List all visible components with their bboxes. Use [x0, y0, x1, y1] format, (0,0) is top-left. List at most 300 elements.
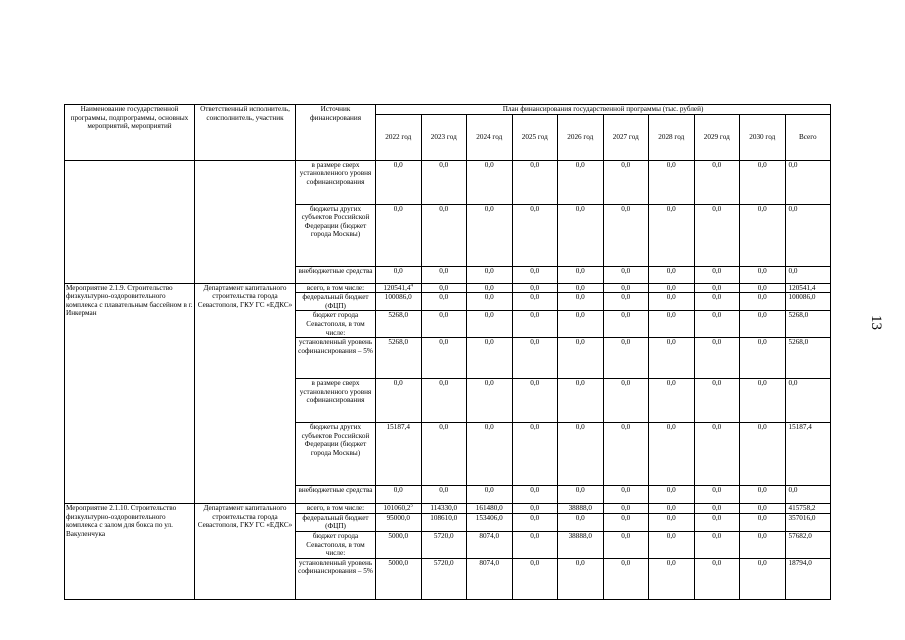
year-value-cell [649, 423, 695, 486]
year-value-cell [558, 558, 604, 599]
year-value-cell [694, 379, 740, 423]
year-value-cell [512, 266, 558, 283]
year-value-cell [740, 423, 786, 486]
value-text: 0,0 [788, 160, 798, 169]
value-text: 0,0 [712, 531, 722, 540]
value-text: 0,0 [484, 379, 494, 388]
year-value-cell [421, 423, 467, 486]
year-value-cell [421, 486, 467, 504]
year-value-cell [694, 531, 740, 558]
value-text: 0,0 [666, 160, 676, 169]
value-text: 0,0 [575, 204, 585, 213]
value-text: 0,0 [439, 379, 449, 388]
year-value-cell [421, 379, 467, 423]
value-text: 0,0 [666, 423, 676, 432]
value-text: 5000,0 [388, 558, 409, 567]
value-text: 0,0 [621, 283, 631, 292]
year-value-cell [512, 204, 558, 266]
year-value-cell [467, 531, 513, 558]
financing-source: бюджет города Севастополя, в том числе: [296, 531, 376, 558]
year-value-cell [740, 311, 786, 338]
value-text: 0,0 [484, 266, 494, 275]
header-plan-title: План финансирования государственной программы (тыс. рублей) [376, 105, 831, 115]
header-name: Наименование государственной программы, подпрограммы, основных мероприятий, мероприятий [65, 105, 195, 161]
year-value-cell [649, 379, 695, 423]
year-value-cell [740, 504, 786, 514]
measure-name: Мероприятие 2.1.9. Строительство физкультурно-оздоровительного комплекса с плавательным бассейном в г. Инкерман [65, 283, 195, 504]
year-value-cell [603, 283, 649, 293]
value-text: 0,0 [621, 293, 631, 302]
year-value-cell [649, 338, 695, 379]
total-cell [785, 513, 831, 531]
year-value-cell [467, 204, 513, 266]
value-text: 0,0 [712, 423, 722, 432]
total-cell [785, 558, 831, 599]
value-text: 108610,0 [430, 513, 458, 522]
year-value-cell [740, 160, 786, 204]
value-text: 0,0 [621, 204, 631, 213]
year-value-cell [558, 283, 604, 293]
year-value-cell [603, 311, 649, 338]
value-text: 0,0 [530, 379, 540, 388]
value-text: 0,0 [712, 311, 722, 320]
value-text: 0,0 [666, 338, 676, 347]
value-text: 0,0 [757, 558, 767, 567]
value-text: 0,0 [666, 204, 676, 213]
value-text: 0,0 [530, 338, 540, 347]
year-value-cell [740, 379, 786, 423]
value-text: 120541,4 [788, 283, 816, 292]
year-value-cell [558, 266, 604, 283]
value-text: 0,0 [530, 283, 540, 292]
value-text: 0,0 [484, 311, 494, 320]
year-value-cell [376, 293, 422, 311]
value-text: 0,0 [621, 338, 631, 347]
year-value-cell [512, 379, 558, 423]
header-executor: Ответственный исполнитель, соисполнитель, участник [195, 105, 296, 161]
value-text: 0,0 [788, 204, 798, 213]
year-value-cell [694, 311, 740, 338]
year-value-cell [694, 423, 740, 486]
year-value-cell [694, 283, 740, 293]
value-text: 0,0 [484, 423, 494, 432]
value-text: 5268,0 [388, 338, 409, 347]
financing-source: внебюджетные средства [296, 266, 376, 283]
year-value-cell [376, 283, 422, 293]
year-value-cell [603, 338, 649, 379]
value-text: 0,0 [439, 266, 449, 275]
value-text: 8074,0 [479, 531, 500, 540]
value-text: 0,0 [530, 160, 540, 169]
value-text: 0,0 [712, 204, 722, 213]
year-value-cell [376, 531, 422, 558]
value-text: 0,0 [575, 311, 585, 320]
value-text: 0,0 [621, 504, 631, 513]
year-value-cell [649, 513, 695, 531]
value-text: 8074,0 [479, 558, 500, 567]
value-text: 0,0 [666, 266, 676, 275]
value-text: 0,0 [757, 531, 767, 540]
year-value-cell [376, 338, 422, 379]
value-text: 0,0 [757, 293, 767, 302]
value-text: 18794,0 [788, 558, 812, 567]
value-text: 0,0 [621, 513, 631, 522]
year-value-cell [740, 558, 786, 599]
year-value-cell [512, 338, 558, 379]
financing-source: в размере сверх установленного уровня софинансирования [296, 160, 376, 204]
value-text: 0,0 [712, 293, 722, 302]
total-cell [785, 504, 831, 514]
financing-source: бюджеты других субъектов Российской Федерации (бюджет города Москвы) [296, 204, 376, 266]
value-text: 0,0 [666, 486, 676, 495]
measure-name [65, 160, 195, 283]
value-text: 0,0 [439, 486, 449, 495]
financing-source: федеральный бюджет (ФЦП) [296, 513, 376, 531]
year-value-cell [467, 379, 513, 423]
year-value-cell [694, 160, 740, 204]
financing-source: всего, в том числе: [296, 283, 376, 293]
year-value-cell [603, 558, 649, 599]
value-text: 57682,0 [788, 531, 812, 540]
year-value-cell [603, 160, 649, 204]
year-value-cell [376, 513, 422, 531]
year-value-cell [558, 379, 604, 423]
year-value-cell [740, 204, 786, 266]
value-text: 0,0 [757, 513, 767, 522]
value-text: 0,0 [575, 558, 585, 567]
year-value-cell [694, 486, 740, 504]
value-text: 0,0 [530, 204, 540, 213]
financing-source: всего, в том числе: [296, 504, 376, 514]
responsible-executor: Департамент капитального строительства города Севастополя, ГКУ ГС «ЕДКС» [195, 283, 296, 504]
header-year: 2029 год [694, 114, 740, 160]
year-value-cell [649, 486, 695, 504]
value-text: 0,0 [439, 338, 449, 347]
year-value-cell [649, 531, 695, 558]
total-cell [785, 423, 831, 486]
page-number: 13 [868, 315, 884, 330]
value-text: 0,0 [530, 504, 540, 513]
value-text: 153406,0 [475, 513, 503, 522]
total-cell [785, 204, 831, 266]
year-value-cell [512, 311, 558, 338]
year-value-cell [512, 504, 558, 514]
value-text: 0,0 [712, 379, 722, 388]
year-value-cell [694, 558, 740, 599]
value-text: 0,0 [439, 283, 449, 292]
year-value-cell [376, 486, 422, 504]
value-text: 15187,4 [386, 423, 410, 432]
year-value-cell [603, 531, 649, 558]
header-year: Всего [785, 114, 831, 160]
year-value-cell [421, 204, 467, 266]
total-cell [785, 160, 831, 204]
value-text: 114330,0 [430, 504, 458, 513]
year-value-cell [467, 558, 513, 599]
year-value-cell [512, 160, 558, 204]
footnote-marker: 5 [410, 503, 413, 509]
year-value-cell [467, 160, 513, 204]
year-value-cell [740, 266, 786, 283]
value-text: 5268,0 [388, 311, 409, 320]
value-text: 0,0 [712, 266, 722, 275]
value-text: 0,0 [439, 311, 449, 320]
value-text: 0,0 [484, 204, 494, 213]
year-value-cell [694, 293, 740, 311]
value-text: 0,0 [712, 558, 722, 567]
header-year: 2027 год [603, 114, 649, 160]
value-text: 0,0 [757, 338, 767, 347]
value-text: 5000,0 [388, 531, 409, 540]
year-value-cell [558, 293, 604, 311]
year-value-cell [421, 160, 467, 204]
year-value-cell [649, 293, 695, 311]
year-value-cell [649, 266, 695, 283]
table-row [65, 160, 831, 204]
header-year: 2023 год [421, 114, 467, 160]
year-value-cell [376, 204, 422, 266]
value-text: 0,0 [788, 266, 798, 275]
year-value-cell [603, 379, 649, 423]
year-value-cell [421, 504, 467, 514]
year-value-cell [512, 531, 558, 558]
year-value-cell [740, 531, 786, 558]
value-text: 101060,2 [383, 504, 411, 513]
value-text: 0,0 [757, 486, 767, 495]
responsible-executor [195, 160, 296, 283]
year-value-cell [649, 558, 695, 599]
year-value-cell [558, 513, 604, 531]
value-text: 0,0 [575, 283, 585, 292]
year-value-cell [376, 379, 422, 423]
value-text: 0,0 [484, 486, 494, 495]
value-text: 0,0 [575, 423, 585, 432]
year-value-cell [558, 204, 604, 266]
value-text: 0,0 [666, 379, 676, 388]
value-text: 0,0 [393, 379, 403, 388]
value-text: 0,0 [757, 283, 767, 292]
value-text: 0,0 [530, 293, 540, 302]
financing-source: бюджеты других субъектов Российской Федерации (бюджет города Москвы) [296, 423, 376, 486]
year-value-cell [694, 513, 740, 531]
value-text: 0,0 [788, 379, 798, 388]
header-year: 2025 год [512, 114, 558, 160]
year-value-cell [649, 204, 695, 266]
total-cell [785, 486, 831, 504]
value-text: 0,0 [393, 204, 403, 213]
year-value-cell [376, 504, 422, 514]
year-value-cell [376, 423, 422, 486]
value-text: 0,0 [530, 311, 540, 320]
year-value-cell [467, 293, 513, 311]
value-text: 0,0 [575, 513, 585, 522]
year-value-cell [512, 423, 558, 486]
year-value-cell [376, 160, 422, 204]
value-text: 0,0 [712, 504, 722, 513]
value-text: 0,0 [621, 558, 631, 567]
value-text: 0,0 [484, 338, 494, 347]
value-text: 0,0 [666, 311, 676, 320]
value-text: 0,0 [621, 311, 631, 320]
value-text: 100086,0 [788, 293, 816, 302]
year-value-cell [740, 486, 786, 504]
year-value-cell [649, 504, 695, 514]
value-text: 0,0 [666, 293, 676, 302]
year-value-cell [603, 204, 649, 266]
value-text: 0,0 [621, 531, 631, 540]
header-source: Источник финансирования [296, 105, 376, 161]
value-text: 15187,4 [788, 423, 812, 432]
value-text: 0,0 [757, 160, 767, 169]
year-value-cell [512, 283, 558, 293]
year-value-cell [421, 531, 467, 558]
value-text: 0,0 [712, 513, 722, 522]
value-text: 5720,0 [433, 531, 454, 540]
year-value-cell [512, 293, 558, 311]
value-text: 0,0 [575, 266, 585, 275]
value-text: 0,0 [393, 160, 403, 169]
year-value-cell [740, 283, 786, 293]
year-value-cell [740, 338, 786, 379]
header-year: 2024 год [467, 114, 513, 160]
value-text: 0,0 [757, 379, 767, 388]
responsible-executor: Департамент капитального строительства города Севастополя, ГКУ ГС «ЕДКС» [195, 504, 296, 600]
year-value-cell [558, 338, 604, 379]
value-text: 0,0 [575, 338, 585, 347]
total-cell [785, 379, 831, 423]
value-text: 0,0 [393, 266, 403, 275]
value-text: 0,0 [712, 283, 722, 292]
value-text: 0,0 [484, 293, 494, 302]
value-text: 100086,0 [384, 293, 412, 302]
value-text: 95000,0 [386, 513, 410, 522]
year-value-cell [421, 283, 467, 293]
year-value-cell [512, 486, 558, 504]
value-text: 0,0 [666, 513, 676, 522]
financing-source: установленный уровень софинансирования – 5% [296, 338, 376, 379]
year-value-cell [421, 293, 467, 311]
value-text: 0,0 [575, 486, 585, 495]
year-value-cell [421, 513, 467, 531]
value-text: 0,0 [530, 423, 540, 432]
value-text: 0,0 [530, 558, 540, 567]
value-text: 0,0 [575, 379, 585, 388]
year-value-cell [694, 338, 740, 379]
value-text: 0,0 [439, 293, 449, 302]
value-text: 0,0 [621, 379, 631, 388]
financing-source: бюджет города Севастополя, в том числе: [296, 311, 376, 338]
value-text: 0,0 [666, 531, 676, 540]
year-value-cell [467, 338, 513, 379]
year-value-cell [649, 311, 695, 338]
year-value-cell [467, 283, 513, 293]
value-text: 0,0 [666, 558, 676, 567]
year-value-cell [467, 311, 513, 338]
year-value-cell [603, 513, 649, 531]
value-text: 0,0 [439, 160, 449, 169]
value-text: 0,0 [575, 293, 585, 302]
year-value-cell [558, 423, 604, 486]
value-text: 357016,0 [788, 513, 816, 522]
year-value-cell [694, 266, 740, 283]
year-value-cell [421, 311, 467, 338]
value-text: 0,0 [530, 513, 540, 522]
financing-plan-table [64, 104, 831, 600]
value-text: 0,0 [712, 160, 722, 169]
value-text: 415758,2 [788, 504, 816, 513]
year-value-cell [558, 160, 604, 204]
total-cell [785, 266, 831, 283]
value-text: 120541,4 [383, 283, 411, 292]
value-text: 0,0 [712, 486, 722, 495]
financing-source: в размере сверх установленного уровня софинансирования [296, 379, 376, 423]
year-value-cell [603, 266, 649, 283]
header-year: 2030 год [740, 114, 786, 160]
value-text: 38888,0 [568, 531, 592, 540]
year-value-cell [512, 558, 558, 599]
total-cell [785, 338, 831, 379]
year-value-cell [558, 486, 604, 504]
table-row [65, 504, 831, 514]
value-text: 0,0 [757, 266, 767, 275]
value-text: 0,0 [530, 486, 540, 495]
year-value-cell [467, 423, 513, 486]
value-text: 0,0 [757, 204, 767, 213]
value-text: 5268,0 [788, 338, 809, 347]
total-cell [785, 311, 831, 338]
year-value-cell [467, 513, 513, 531]
year-value-cell [376, 266, 422, 283]
value-text: 0,0 [621, 423, 631, 432]
year-value-cell [467, 266, 513, 283]
year-value-cell [740, 293, 786, 311]
value-text: 0,0 [393, 486, 403, 495]
year-value-cell [649, 160, 695, 204]
year-value-cell [603, 504, 649, 514]
year-value-cell [603, 293, 649, 311]
total-cell [785, 531, 831, 558]
financing-source: установленный уровень софинансирования – 5% [296, 558, 376, 599]
year-value-cell [512, 513, 558, 531]
value-text: 5268,0 [788, 311, 809, 320]
value-text: 0,0 [484, 283, 494, 292]
financing-source: федеральный бюджет (ФЦП) [296, 293, 376, 311]
value-text: 5720,0 [433, 558, 454, 567]
value-text: 0,0 [621, 266, 631, 275]
value-text: 0,0 [757, 311, 767, 320]
value-text: 0,0 [788, 486, 798, 495]
value-text: 0,0 [439, 423, 449, 432]
value-text: 0,0 [666, 504, 676, 513]
value-text: 0,0 [757, 423, 767, 432]
year-value-cell [421, 338, 467, 379]
value-text: 0,0 [712, 338, 722, 347]
year-value-cell [649, 283, 695, 293]
year-value-cell [421, 266, 467, 283]
year-value-cell [694, 504, 740, 514]
year-value-cell [603, 423, 649, 486]
value-text: 0,0 [484, 160, 494, 169]
year-value-cell [467, 486, 513, 504]
year-value-cell [376, 558, 422, 599]
value-text: 0,0 [530, 266, 540, 275]
year-value-cell [740, 513, 786, 531]
value-text: 0,0 [757, 504, 767, 513]
year-value-cell [421, 558, 467, 599]
year-value-cell [558, 504, 604, 514]
table-row [65, 283, 831, 293]
header-year: 2028 год [649, 114, 695, 160]
